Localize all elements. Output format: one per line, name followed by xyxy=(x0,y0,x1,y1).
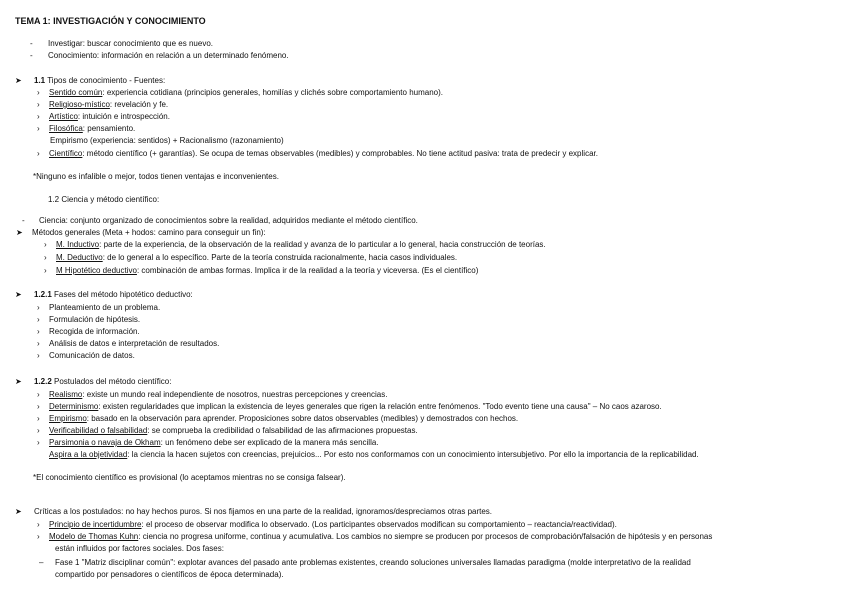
criticas-heading: ➤ Críticas a los postulados: no hay hechos puros. Si nos fijamos en una parte de la realidad, ignoramos/despreciamos otras partes. xyxy=(15,507,493,516)
endash-bullet-icon: – xyxy=(39,558,44,567)
page-title: TEMA 1: INVESTIGACIÓN Y CONOCIMIENTO xyxy=(15,16,206,26)
section-heading: ➤ 1.1 Tipos de conocimiento - Fuentes: xyxy=(15,76,166,85)
metodos-line: ➤ Métodos generales (Meta + hodos: camino para conseguir un fin): xyxy=(16,228,266,237)
dash-bullet-icon: - xyxy=(30,51,33,60)
chevron-bullet-icon: › xyxy=(37,532,40,541)
list-item: › M. Deductivo: de lo general a lo específico. Parte de la teoría construida racionalmente, hacia casos individuales. xyxy=(44,253,458,262)
note: *El conocimiento científico es provisional (lo aceptamos mientras no se consiga falsear). xyxy=(33,473,346,482)
list-item: › Parsimonia o navaja de Okham: un fenómeno debe ser explicado de la manera más sencilla. xyxy=(37,438,379,447)
chevron-bullet-icon: › xyxy=(37,303,40,312)
arrow-bullet-icon: ➤ xyxy=(15,507,22,516)
empirismo-line: Empirismo (experiencia: sentidos) + Racionalismo (razonamiento) xyxy=(50,136,284,145)
chevron-bullet-icon: › xyxy=(37,100,40,109)
chevron-bullet-icon: › xyxy=(37,438,40,447)
arrow-bullet-icon: ➤ xyxy=(15,290,22,299)
list-item: › M. Inductivo: parte de la experiencia, de la observación de la realidad y avanza de lo particular a lo general, hacia construcción de teorías. xyxy=(44,240,546,249)
chevron-bullet-icon: › xyxy=(37,88,40,97)
objetividad-line: Aspira a la objetividad: la ciencia la hacen sujetos con creencias, prejuicios... Por esto nos conformamos con un conocimiento intersubjetivo. Por ello la importancia de la replicabilidad. xyxy=(49,450,699,459)
list-item: › Comunicación de datos. xyxy=(37,351,135,360)
chevron-bullet-icon: › xyxy=(37,520,40,529)
chevron-bullet-icon: › xyxy=(37,351,40,360)
list-item: › M Hipotético deductivo: combinación de ambas formas. Implica ir de la realidad a la teoría y viceversa. (Es el científico) xyxy=(44,266,479,275)
arrow-bullet-icon: ➤ xyxy=(15,76,22,85)
intro-item: - Conocimiento: información en relación a un determinado fenómeno. xyxy=(30,51,289,60)
list-item: › Filosófica: pensamiento. xyxy=(37,124,136,133)
chevron-bullet-icon: › xyxy=(44,240,47,249)
section-heading: 1.2 Ciencia y método científico: xyxy=(48,195,160,204)
list-item: › Determinismo: existen regularidades que implican la existencia de leyes generales que rigen la relación entre fenómenos. "Todo evento tiene una causa" – No caos azaroso. xyxy=(37,402,662,411)
list-item: › Científico: método científico (+ garantías). Se ocupa de temas observables (medibles) y comprobables. No tiene actitud pasiva: trata de predecir y explicar. xyxy=(37,149,598,158)
fase-line: – Fase 1 "Matriz disciplinar común": explotar avances del pasado ante problemas existentes, creando soluciones universales llamadas paradigma (molde interpretativo de la realidad xyxy=(39,558,691,567)
list-item: › Modelo de Thomas Kuhn: ciencia no progresa uniforme, continua y acumulativa. Los cambios no siempre se producen por procesos de comprobación/falsación de hipótesis y en personas xyxy=(37,532,713,541)
note: *Ninguno es infalible o mejor, todos tienen ventajas e inconvenientes. xyxy=(33,172,279,181)
list-item: › Recogida de información. xyxy=(37,327,140,336)
fase-line-continuation: compartido por pensadores o científicos de época determinada). xyxy=(55,570,284,579)
chevron-bullet-icon: › xyxy=(37,149,40,158)
chevron-bullet-icon: › xyxy=(37,327,40,336)
ciencia-line: - Ciencia: conjunto organizado de conocimientos sobre la realidad, adquiridos mediante el método científico. xyxy=(22,216,418,225)
list-item: › Sentido común: experiencia cotidiana (principios generales, homilías y clichés sobre comportamiento humano). xyxy=(37,88,443,97)
list-item: › Análisis de datos e interpretación de resultados. xyxy=(37,339,220,348)
arrow-bullet-icon: ➤ xyxy=(15,377,22,386)
list-item: › Religioso-místico: revelación y fe. xyxy=(37,100,169,109)
list-item-continuation: están influidos por factores sociales. Dos fases: xyxy=(55,544,224,553)
list-item: › Verificabilidad o falsabilidad: se comprueba la credibilidad o falsabilidad de las afirmaciones propuestas. xyxy=(37,426,418,435)
dash-bullet-icon: - xyxy=(30,39,33,48)
chevron-bullet-icon: › xyxy=(37,112,40,121)
list-item: › Empirismo: basado en la observación para aprender. Proposiciones sobre datos observables (medibles) y demostrados con hechos. xyxy=(37,414,519,423)
list-item: › Planteamiento de un problema. xyxy=(37,303,161,312)
list-item: › Realismo: existe un mundo real independiente de nosotros, nuestras percepciones y creencias. xyxy=(37,390,388,399)
section-heading: ➤ 1.2.2 Postulados del método científico: xyxy=(15,377,172,386)
list-item: › Principio de incertidumbre: el proceso de observar modifica lo observado. (Los participantes observados modifican su comportamiento – reactancia/reactividad). xyxy=(37,520,617,529)
chevron-bullet-icon: › xyxy=(44,253,47,262)
chevron-bullet-icon: › xyxy=(37,124,40,133)
section-heading: ➤ 1.2.1 Fases del método hipotético deductivo: xyxy=(15,290,193,299)
list-item: › Artístico: intuición e introspección. xyxy=(37,112,170,121)
dash-bullet-icon: - xyxy=(22,216,25,225)
chevron-bullet-icon: › xyxy=(44,266,47,275)
chevron-bullet-icon: › xyxy=(37,402,40,411)
chevron-bullet-icon: › xyxy=(37,339,40,348)
chevron-bullet-icon: › xyxy=(37,390,40,399)
list-item: › Formulación de hipótesis. xyxy=(37,315,141,324)
arrow-bullet-icon: ➤ xyxy=(16,228,23,237)
chevron-bullet-icon: › xyxy=(37,315,40,324)
chevron-bullet-icon: › xyxy=(37,426,40,435)
chevron-bullet-icon: › xyxy=(37,414,40,423)
intro-item: - Investigar: buscar conocimiento que es nuevo. xyxy=(30,39,213,48)
